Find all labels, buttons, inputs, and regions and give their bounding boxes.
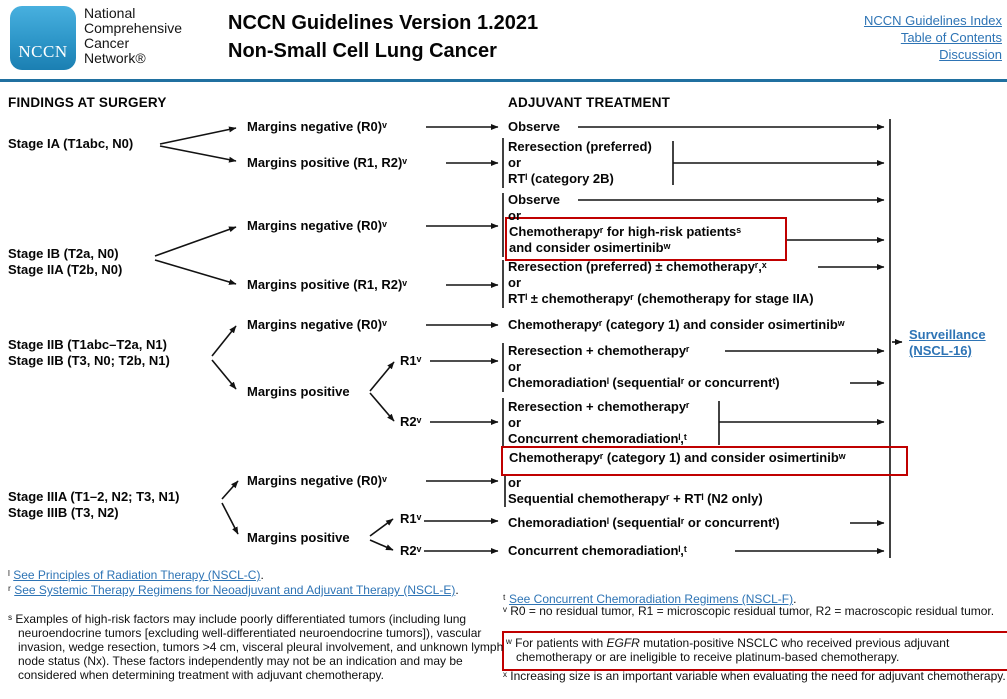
treatment-reresection-rt: Reresection (preferred) or RTˡ (category 2B) — [508, 139, 652, 186]
footnote-r-sup: ʳ — [8, 583, 15, 597]
footnote-s: ˢ Examples of high-risk factors may include poorly differentiated tumors (including lung neuroendocrine tumors [excluding well-differentiated neuroendocrine tumors]), vascular invasion, wedge resection, tumors >4 cm, visceral pleural involvement, and unknown lymph node status (Nx). These factors independently may not be an indication and may be considered when determining treatment with adjuvant chemotherapy. — [8, 612, 504, 682]
treatment-reresection-chemo-rt: Reresection (preferred) ± chemotherapyʳ,ˣ or RTˡ ± chemotherapyʳ (chemotherapy for stage IIA) — [508, 259, 814, 306]
org-name — [84, 6, 182, 66]
treatment-observe-ia: Observe — [508, 119, 561, 134]
footnote-s-sup: ˢ — [8, 612, 16, 626]
surveillance-link[interactable]: Surveillance (NSCL-16) — [909, 327, 986, 358]
page-title-line2: Non-Small Cell Lung Cancer — [228, 40, 497, 62]
org-line: Network® — [84, 50, 146, 66]
margins-positive-iiia: Margins positive — [247, 530, 350, 545]
footnote-l: ˡ See Principles of Radiation Therapy (NSCL-C). — [8, 568, 264, 582]
treatment-chemo-high-risk: Chemotherapyʳ for high-risk patientsˢ and consider osimertinibʷ — [509, 224, 742, 255]
margins-negative-iib: Margins negative (R0)ᵛ — [247, 317, 387, 332]
r1-node-iiia: R1ᵛ — [400, 511, 422, 526]
org-line: National — [84, 5, 136, 21]
treatment-reresection-chemoradiation-r1: Reresection + chemotherapyʳ or Chemoradiationˡ (sequentialʳ or concurrentᵗ) — [508, 343, 780, 390]
stage-node-iib: Stage IIB (T1abc–T2a, N1) Stage IIB (T3, N0; T2b, N1) — [8, 337, 170, 368]
treatment-concurrent-chemoradiation-r2-iiia: Concurrent chemoradiationˡ,ᵗ — [508, 543, 687, 558]
footnote-w: ʷ For patients with EGFR mutation-positive NSCLC who received previous adjuvant chemotherapy or are ineligible to receive platinum-based chemotherapy. — [506, 636, 950, 664]
stage-node-ia: Stage IA (T1abc, N0) — [8, 136, 134, 151]
footnote-r: ʳ See Systemic Therapy Regimens for Neoadjuvant and Adjuvant Therapy (NSCL-E). — [8, 583, 459, 597]
footnote-t-sup: ᵗ — [503, 592, 509, 606]
treatment-chemoradiation-r1-iiia: Chemoradiationˡ (sequentialʳ or concurrentᵗ) — [508, 515, 780, 530]
header-links — [770, 12, 1002, 63]
link-discussion[interactable]: Discussion — [939, 47, 1002, 62]
link-guidelines-index[interactable]: NCCN Guidelines Index — [863, 13, 1002, 28]
footnote-v: ᵛ R0 = no residual tumor, R1 = microscopic residual tumor, R2 = macroscopic residual tumor. — [503, 604, 995, 618]
margins-positive-ib: Margins positive (R1, R2)ᵛ — [247, 277, 408, 292]
link-table-of-contents[interactable]: Table of Contents — [900, 30, 1002, 45]
footnote-v-sup: ᵛ — [503, 604, 511, 618]
margins-positive-ia: Margins positive (R1, R2)ᵛ — [247, 155, 408, 170]
footnote-l-sup: ˡ — [8, 568, 14, 582]
column-header-adjuvant: ADJUVANT TREATMENT — [508, 95, 671, 110]
margins-positive-iib: Margins positive — [247, 384, 350, 399]
treatment-chemo-cat1-iiia: Chemotherapyʳ (category 1) and consider osimertinibʷ — [509, 450, 846, 465]
r2-node-iib: R2ᵛ — [400, 414, 422, 429]
page-title-line1: NCCN Guidelines Version 1.2021 — [228, 12, 539, 34]
egfr-italic: EGFR — [606, 636, 640, 650]
treatment-reresection-concurrent-r2: Reresection + chemotherapyʳ or Concurrent chemoradiationˡ,ᵗ — [508, 399, 690, 446]
footnote-x-sup: ˣ — [503, 669, 511, 683]
footnote-link-nscl-e[interactable]: See Systemic Therapy Regimens for Neoadjuvant and Adjuvant Therapy (NSCL-E) — [14, 583, 456, 597]
stage-node-iiia-iiib: Stage IIIA (T1–2, N2; T3, N1) Stage IIIB (T3, N2) — [8, 489, 180, 520]
nccn-logo-text: NCCN — [18, 42, 68, 61]
footnote-t: ᵗ See Concurrent Chemoradiation Regimens (NSCL-F). — [503, 592, 797, 606]
treatment-observe-or-chemo: Observe or — [508, 192, 561, 223]
footnote-link-nscl-c[interactable]: See Principles of Radiation Therapy (NSCL-C) — [13, 568, 261, 582]
footnote-w-sup: ʷ — [506, 636, 516, 650]
column-header-findings: FINDINGS AT SURGERY — [8, 95, 167, 110]
footnote-x: ˣ Increasing size is an important variable when evaluating the need for adjuvant chemotherapy. — [503, 669, 1006, 683]
org-line: Cancer — [84, 35, 130, 51]
treatment-sequential-chemo-rt: or Sequential chemotherapyʳ + RTˡ (N2 only) — [508, 475, 763, 506]
stage-node-ib-iia: Stage IB (T2a, N0) Stage IIA (T2b, N0) — [8, 246, 123, 277]
margins-negative-ia: Margins negative (R0)ᵛ — [247, 119, 387, 134]
r2-node-iiia: R2ᵛ — [400, 543, 422, 558]
margins-negative-iiia: Margins negative (R0)ᵛ — [247, 473, 387, 488]
footnote-link-nscl-f[interactable]: See Concurrent Chemoradiation Regimens (NSCL-F) — [508, 592, 794, 606]
org-line: Comprehensive — [84, 20, 183, 36]
treatment-chemo-cat1-iib: Chemotherapyʳ (category 1) and consider osimertinibʷ — [508, 317, 845, 332]
r1-node-iib: R1ᵛ — [400, 353, 422, 368]
margins-negative-ib: Margins negative (R0)ᵛ — [247, 218, 387, 233]
